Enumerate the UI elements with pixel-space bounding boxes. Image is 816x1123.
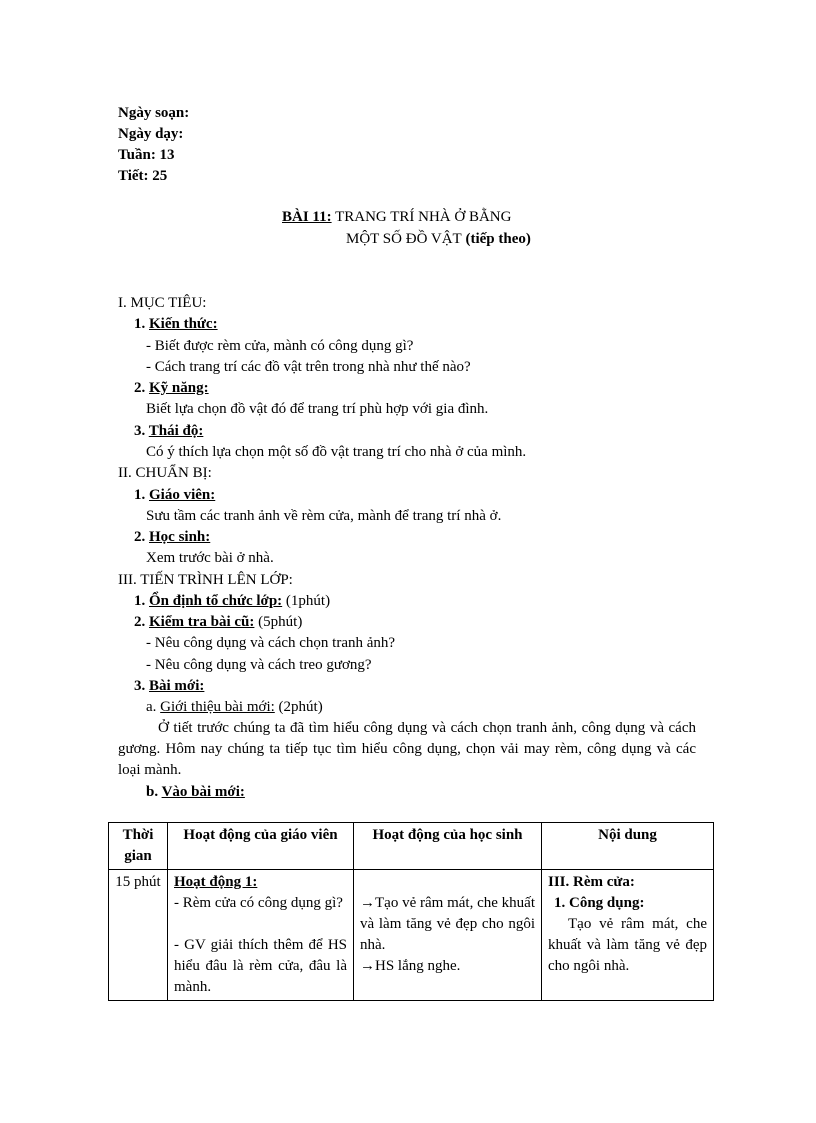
section1-heading-text: I. MỤC TIÊU: (118, 295, 207, 311)
column-header-time: Thời gian (109, 823, 168, 870)
vaobai-label: Vào bài mới: (161, 784, 245, 800)
kiemtra-num: 2. (134, 614, 149, 630)
lesson-number: BÀI 11: (282, 209, 332, 225)
kynang-text: Biết lựa chọn đồ vật đó để trang trí phù hợp với gia đình. (146, 401, 489, 417)
kiemtra-item: - Nêu công dụng và cách chọn tranh ảnh? (146, 635, 396, 651)
thaido-text: Có ý thích lựa chọn một số đồ vật trang trí cho nhà ở của mình. (146, 444, 527, 460)
ondinh-num: 1. (134, 593, 149, 609)
content-text: Tạo vẻ râm mát, che khuất và làm tăng vẻ đẹp cho ngôi nhà. (548, 916, 707, 974)
kienthuc-num: 1. (134, 316, 149, 332)
section3-heading (118, 570, 293, 591)
thaido-num: 3. (134, 423, 149, 439)
ondinh-label: Ổn định tổ chức lớp: (149, 593, 283, 609)
kiemtra-item: - Nêu công dụng và cách treo gương? (146, 657, 372, 673)
student-answer: →Tạo vẻ râm mát, che khuất và làm tăng vẻ đẹp cho ngôi nhà. (360, 895, 535, 953)
baimoi-heading (134, 676, 204, 697)
thaido-label: Thái độ: (148, 423, 204, 439)
cell-teacher (168, 870, 354, 1001)
giaovien-num: 1. (134, 487, 149, 503)
ondinh-heading (134, 591, 330, 612)
lesson-title-text1: TRANG TRÍ NHÀ Ở BẰNG (331, 209, 512, 225)
tuan: Tuần: 13 (118, 147, 175, 163)
teacher-question: - Rèm cửa có công dụng gì? (174, 895, 343, 911)
giaovien-text: Sưu tầm các tranh ảnh về rèm cửa, mành để trang trí nhà ở. (146, 508, 502, 524)
giaovien-label: Giáo viên: (149, 487, 216, 503)
vaobai-heading (146, 782, 245, 803)
kienthuc-heading (134, 314, 218, 335)
lesson-title-line2 (346, 229, 531, 250)
column-header-content: Nội dung (542, 823, 714, 870)
lesson-plan-table (108, 822, 714, 1001)
kynang-num: 2. (134, 380, 149, 396)
hocsinh-num: 2. (134, 529, 149, 545)
kynang-heading (134, 378, 209, 399)
gioithieu-label: Giới thiệu bài mới: (160, 699, 275, 715)
table-row (109, 870, 714, 1001)
gioithieu-heading (146, 697, 323, 718)
tiet: Tiết: 25 (118, 168, 168, 184)
content-heading-text: III. Rèm cửa: (548, 874, 635, 890)
cell-content (542, 870, 714, 1001)
section2-heading-text: II. CHUẨN BỊ: (118, 465, 212, 481)
baimoi-num: 3. (134, 678, 149, 694)
gioithieu-time: (2phút) (274, 699, 323, 715)
giaovien-heading (134, 485, 215, 506)
kiemtra-time: (5phút) (254, 614, 303, 630)
hocsinh-heading (134, 527, 210, 548)
table-header-row (109, 823, 714, 870)
vaobai-num: b. (146, 784, 162, 800)
lesson-title-line1 (282, 207, 511, 228)
section1-heading (118, 293, 206, 314)
kienthuc-item: - Cách trang trí các đồ vật trên trong nhà như thế nào? (146, 359, 471, 375)
kynang-label: Kỹ năng: (149, 380, 209, 396)
student-listen: →HS lắng nghe. (360, 958, 461, 974)
kiemtra-label: Kiểm tra bài cũ: (149, 614, 255, 630)
gioithieu-paragraph: Ở tiết trước chúng ta đã tìm hiểu công dụng và cách chọn tranh ảnh, công dụng và cách gương. Hôm nay chúng ta tiếp tục tìm hiểu công dụng, chọn vải may rèm, công dụng và các loại mành. (118, 720, 696, 778)
kienthuc-item: - Biết được rèm cửa, mành có công dụng gì? (146, 338, 414, 354)
content-heading (548, 872, 707, 893)
ondinh-time: (1phút) (282, 593, 331, 609)
column-header-student: Hoạt động của học sinh (354, 823, 542, 870)
hocsinh-text: Xem trước bài ở nhà. (146, 550, 274, 566)
cell-time: 15 phút (109, 870, 168, 1001)
lesson-title-text2: MỘT SỐ ĐỒ VẬT (346, 231, 462, 247)
baimoi-label: Bài mới: (149, 678, 205, 694)
teacher-explain: - GV giải thích thêm để HS hiểu đâu là rèm cửa, đâu là mành. (174, 937, 347, 995)
column-header-teacher: Hoạt động của giáo viên (168, 823, 354, 870)
kiemtra-heading (134, 612, 302, 633)
gioithieu-num: a. (146, 699, 161, 715)
lesson-title-suffix: (tiếp theo) (461, 231, 531, 247)
section2-heading (118, 463, 212, 484)
hocsinh-label: Học sinh: (149, 529, 211, 545)
ngay-day: Ngày dạy: (118, 126, 184, 142)
cell-student (354, 870, 542, 1001)
thaido-heading (134, 421, 203, 442)
content-subheading: 1. Công dụng: (554, 895, 645, 911)
ngay-soan: Ngày soạn: (118, 105, 190, 121)
section3-heading-text: III. TIẾN TRÌNH LÊN LỚP: (118, 572, 293, 588)
kienthuc-label: Kiến thức: (149, 316, 218, 332)
activity-title: Hoạt động 1: (174, 874, 258, 890)
